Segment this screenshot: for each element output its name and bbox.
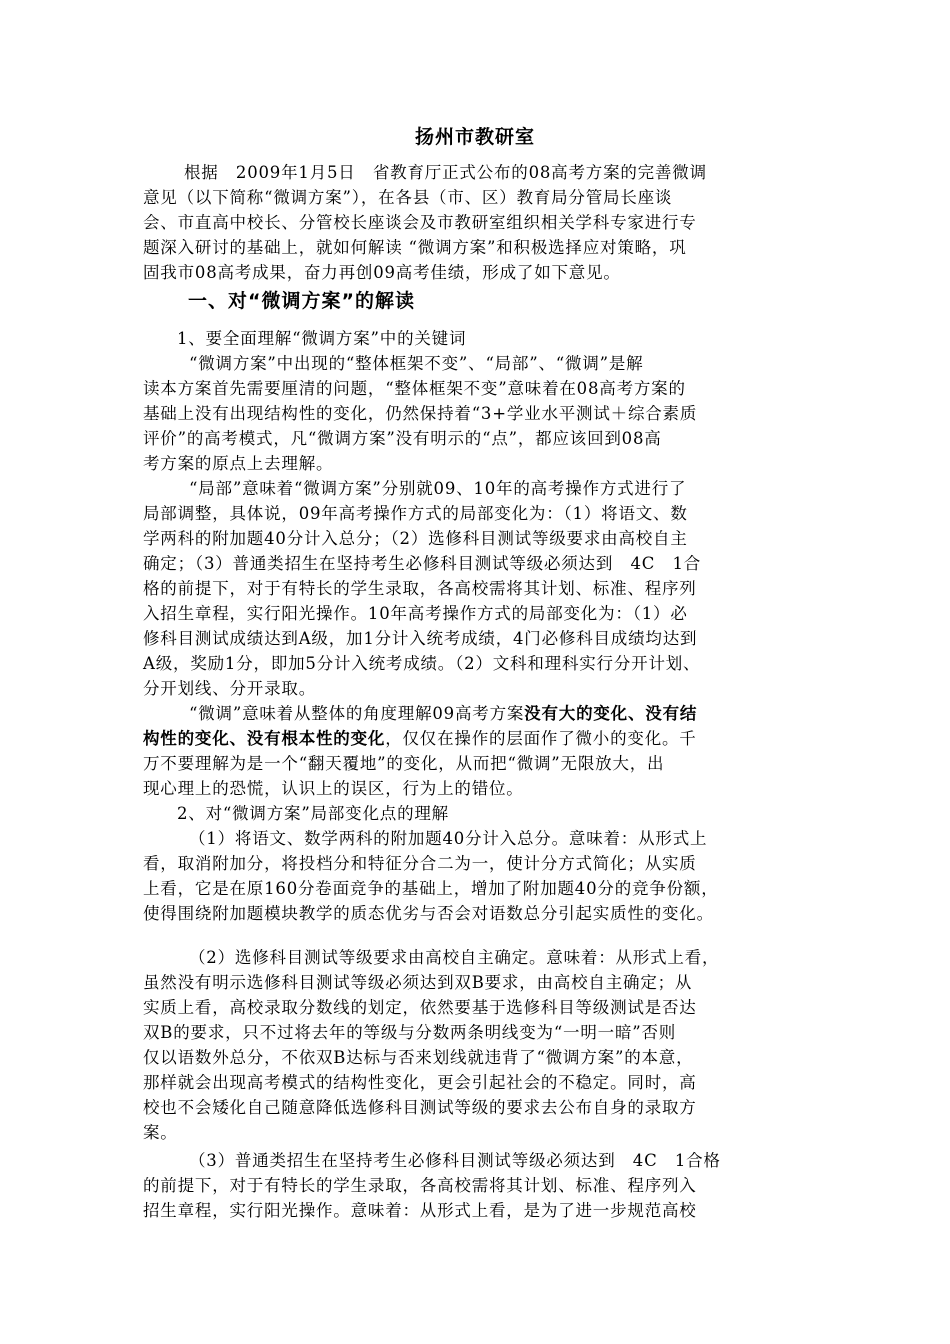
- para-b-line-7: 修科目测试成绩达到A级，加1分计入统考成绩，4门必修科目成绩均达到: [143, 629, 698, 648]
- para-d-line-3: 上看，它是在原160分卷面竞争的基础上，增加了附加题40分的竞争份额，: [143, 879, 719, 898]
- intro-line-4: 题深入研讨的基础上，就如何解读 “微调方案”和积极选择应对策略，巩: [143, 238, 687, 257]
- intro-line-2: 意见（以下简称“微调方案”），在各县（市、区）教育局分管局长座谈: [143, 188, 673, 207]
- para-c-line-2-text: ，仅仅在操作的层面作了微小的变化。千: [385, 729, 697, 748]
- para-d-line-2: 看，取消附加分，将投档分和特征分合二为一，使计分方式简化；从实质: [143, 854, 697, 873]
- section-heading-1: 一、对“微调方案”的解读: [188, 290, 415, 312]
- para-c-line-2-emphasis: 构性的变化、没有根本性的变化: [143, 729, 386, 748]
- para-f-line-2: 的前提下，对于有特长的学生录取，各高校需将其计划、标准、程序列入: [143, 1176, 697, 1195]
- para-c-line-1: [189, 701, 697, 726]
- para-e-line-5: 仅以语数外总分，不依双B达标与否来划线就违背了“微调方案”的本意，: [143, 1048, 694, 1067]
- para-e-line-6: 那样就会出现高考模式的结构性变化，更会引起社会的不稳定。同时，高: [143, 1073, 697, 1092]
- para-b-line-6: 入招生章程，实行阳光操作。10年高考操作方式的局部变化为：（1）必: [143, 604, 688, 623]
- para-b-line-4: 确定；（3）普通类招生在坚持考生必修科目测试等级必须达到 4C 1合: [143, 554, 702, 573]
- para-b-line-2: 局部调整，具体说，09年高考操作方式的局部变化为：（1）将语文、数: [143, 504, 688, 523]
- para-d-line-4: 使得围绕附加题模块教学的质态优劣与否会对语数总分引起实质性的变化。: [143, 904, 714, 923]
- subheading-1: 1、要全面理解“微调方案”中的关键词: [177, 329, 467, 348]
- para-e-line-1: （2）选修科目测试等级要求由高校自主确定。意味着：从形式上看，: [189, 948, 720, 967]
- para-e-line-7: 校也不会矮化自己随意降低选修科目测试等级的要求去公布自身的录取方: [143, 1098, 697, 1117]
- intro-line-5: 固我市08高考成果，奋力再创09高考佳绩，形成了如下意见。: [143, 263, 621, 282]
- para-c-line-1-emphasis: 没有大的变化、没有结: [524, 704, 698, 723]
- para-c-line-4: 现心理上的恐慌，认识上的误区，行为上的错位。: [143, 779, 524, 798]
- para-c-line-1-text: “微调”意味着从整体的角度理解09高考方案: [189, 704, 525, 723]
- para-b-line-5: 格的前提下，对于有特长的学生录取，各高校需将其计划、标准、程序列: [143, 579, 697, 598]
- para-f-line-1: （3）普通类招生在坚持考生必修科目测试等级必须达到 4C 1合格: [189, 1151, 721, 1170]
- intro-line-3: 会、市直高中校长、分管校长座谈会及市教研室组织相关学科专家进行专: [143, 213, 697, 232]
- para-e-line-2: 虽然没有明示选修科目测试等级必须达到双B要求，由高校自主确定；从: [143, 973, 693, 992]
- para-a-line-2: 读本方案首先需要厘清的问题，“整体框架不变”意味着在08高考方案的: [143, 379, 686, 398]
- document-title: 扬州市教研室: [414, 126, 535, 148]
- para-a-line-3: 基础上没有出现结构性的变化，仍然保持着“3+学业水平测试＋综合素质: [143, 404, 698, 423]
- para-a-line-4: 评价”的高考模式，凡“微调方案”没有明示的“点”，都应该回到08高: [143, 429, 662, 448]
- para-b-line-1: “局部”意味着“微调方案”分别就09、10年的高考操作方式进行了: [189, 479, 687, 498]
- para-e-line-8: 案。: [143, 1123, 178, 1142]
- para-f-line-3: 招生章程，实行阳光操作。意味着：从形式上看，是为了进一步规范高校: [143, 1201, 697, 1220]
- para-d-line-1: （1）将语文、数学两科的附加题40分计入总分。意味着：从形式上: [189, 829, 708, 848]
- intro-line-1: 根据 2009年1月5日 省教育厅正式公布的08高考方案的完善微调: [184, 163, 707, 182]
- para-b-line-8: A级，奖励1分，即加5分计入统考成绩。（2）文科和理科实行分开计划、: [143, 654, 701, 673]
- para-b-line-9: 分开划线、分开录取。: [143, 679, 316, 698]
- para-a-line-1: “微调方案”中出现的“整体框架不变”、“局部”、“微调”是解: [189, 354, 644, 373]
- para-b-line-3: 学两科的附加题40分计入总分；（2）选修科目测试等级要求由高校自主: [143, 529, 688, 548]
- para-e-line-4: 双B的要求，只不过将去年的等级与分数两条明线变为“一明一暗”否则: [143, 1023, 677, 1042]
- para-c-line-2: [143, 726, 697, 751]
- subheading-2: 2、对“微调方案”局部变化点的理解: [177, 804, 449, 823]
- para-a-line-5: 考方案的原点上去理解。: [143, 454, 334, 473]
- para-c-line-3: 万不要理解为是一个“翻天覆地”的变化，从而把“微调”无限放大，出: [143, 754, 665, 773]
- para-e-line-3: 实质上看，高校录取分数线的划定，依然要基于选修科目等级测试是否达: [143, 998, 697, 1017]
